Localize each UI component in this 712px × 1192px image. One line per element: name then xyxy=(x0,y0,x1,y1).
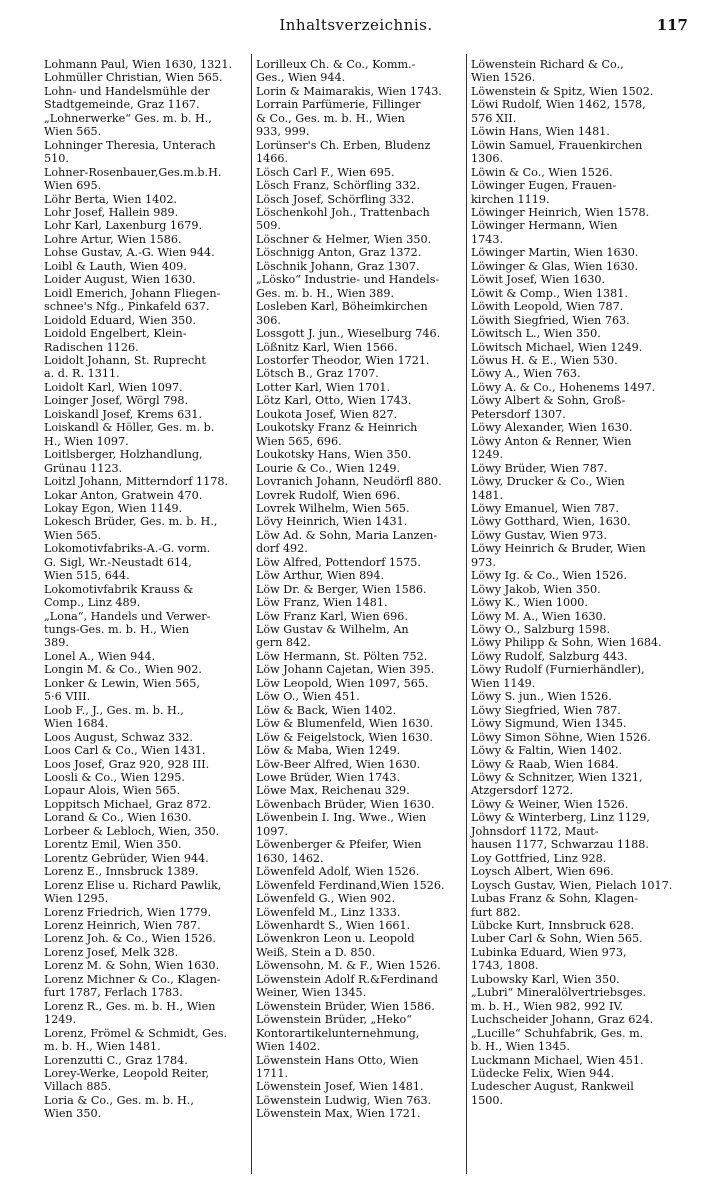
index-entry: Löwensohn, M. & F., Wien 1526. xyxy=(256,959,441,973)
index-entry: Löwenbein I. Ing. Wwe., Wien 1097. xyxy=(256,811,427,838)
index-entry: Lohse Gustav, A.-G. Wien 944. xyxy=(44,246,215,260)
index-entry: Lüdecke Felix, Wien 944. xyxy=(471,1066,615,1080)
index-entry: Lopaur Alois, Wien 565. xyxy=(44,784,181,798)
index-entry: Löw Arthur, Wien 894. xyxy=(256,569,385,583)
index-entry: Lorrain Parfümerie, Fillinger & Co., Ges. m. b. H., Wien 933, 999. xyxy=(256,98,421,139)
column-divider xyxy=(251,54,252,1174)
index-entry: Lovrek Wilhelm, Wien 565. xyxy=(256,501,410,515)
index-entry: Lorenz M. & Sohn, Wien 1630. xyxy=(44,959,220,973)
index-entry: Lokomotivfabriks-A.-G. vorm. G. Sigl, Wr.-Neustadt 614, Wien 515, 644. xyxy=(44,542,211,583)
index-entry: Lorenz Friedrich, Wien 1779. xyxy=(44,905,212,919)
index-entry: Loos Josef, Graz 920, 928 III. xyxy=(44,757,210,771)
index-entry: Löwenbach Brüder, Wien 1630. xyxy=(256,797,435,811)
index-entry: Löwith Leopold, Wien 787. xyxy=(471,300,624,314)
index-entry: Löwenhardt S., Wien 1661. xyxy=(256,919,411,932)
index-entry: Lorenz Joh. & Co., Wien 1526. xyxy=(44,932,216,946)
index-entry: Löwy Ig. & Co., Wien 1526. xyxy=(471,569,627,583)
index-entry: Löwy, Drucker & Co., Wien 1481. xyxy=(471,475,625,502)
page-header xyxy=(0,14,712,40)
index-entry: Lorin & Maimarakis, Wien 1743. xyxy=(256,84,442,98)
index-entry: Loob F., J., Ges. m. b. H., Wien 1684. xyxy=(44,703,184,731)
index-column-2 xyxy=(256,58,462,1121)
index-entry: Löw & Feigelstock, Wien 1630. xyxy=(256,730,433,744)
index-entry: Löwy Rudolf, Salzburg 443. xyxy=(471,649,628,663)
index-entry: Löwy & Weiner, Wien 1526. xyxy=(471,797,629,811)
index-entry: Lowe Brüder, Wien 1743. xyxy=(256,771,400,785)
index-entry: Lohn- und Handelsmühle der Stadtgemeinde, Graz 1167. xyxy=(44,84,210,112)
index-entry: Lösch Josef, Schörfling 332. xyxy=(256,192,415,206)
index-entry: Loy Gottfried, Linz 928. xyxy=(471,851,607,865)
index-entry: Löw Franz Karl, Wien 696. xyxy=(256,609,408,623)
index-entry: Löwy Simon Söhne, Wien 1526. xyxy=(471,730,651,744)
index-entry: Lossgott J. jun., Wieselburg 746. xyxy=(256,327,441,341)
index-entry: Losleben Karl, Böheimkirchen 306. xyxy=(256,300,428,327)
index-entry: Löw & Maba, Wien 1249. xyxy=(256,744,401,758)
index-entry: Loinger Josef, Wörgl 798. xyxy=(44,394,189,408)
index-entry: Lorenz Elise u. Richard Pawlik, Wien 1295. xyxy=(44,878,222,906)
index-entry: Löwi Rudolf, Wien 1462, 1578, 576 XII. xyxy=(471,98,646,125)
index-entry: „Lohnerwerke“ Ges. m. b. H., Wien 565. xyxy=(44,111,212,139)
index-entry: Loukota Josef, Wien 827. xyxy=(256,407,398,421)
index-entry: Löwenstein Adolf R.&Ferdinand Weiner, Wien 1345. xyxy=(256,972,439,1000)
index-column-1 xyxy=(44,58,248,1121)
index-entry: Ludescher August, Rankweil 1500. xyxy=(471,1080,634,1107)
index-entry: Loider August, Wien 1630. xyxy=(44,273,196,287)
index-entry: Löwy & Faltin, Wien 1402. xyxy=(471,744,623,758)
index-entry: Löwy A., Wien 763. xyxy=(471,367,581,381)
index-entry: Löwy Philipp & Sohn, Wien 1684. xyxy=(471,636,662,650)
index-entry: Loos Carl & Co., Wien 1431. xyxy=(44,744,206,758)
index-entry: Lübcke Kurt, Innsbruck 628. xyxy=(471,919,635,932)
index-entry: „Lucille“ Schuhfabrik, Ges. m. b. H., Wien 1345. xyxy=(471,1026,644,1054)
index-entry: Loria & Co., Ges. m. b. H., Wien 350. xyxy=(44,1093,194,1121)
index-entry: Lohmann Paul, Wien 1630, 1321. xyxy=(44,58,233,71)
index-entry: Loukotsky Hans, Wien 350. xyxy=(256,448,412,462)
index-entry: Luber Carl & Sohn, Wien 565. xyxy=(471,932,643,946)
index-entry: Löwit & Comp., Wien 1381. xyxy=(471,286,628,300)
index-entry: Lohner-Rosenbauer,Ges.m.b.H. Wien 695. xyxy=(44,165,222,193)
index-entry: Löw Dr. & Berger, Wien 1586. xyxy=(256,582,427,596)
index-entry: Löwith Siegfried, Wien 763. xyxy=(471,313,630,327)
index-entry: Löwenstein Ludwig, Wien 763. xyxy=(256,1093,432,1107)
index-entry: Löwy K., Wien 1000. xyxy=(471,596,588,610)
index-entry: Lorenz Josef, Melk 328. xyxy=(44,945,179,959)
index-entry: Löwenfeld M., Linz 1333. xyxy=(256,905,401,919)
index-entry: Löwy Gustav, Wien 973. xyxy=(471,528,607,542)
column-divider xyxy=(466,54,467,1174)
index-entry: Löwenstein Max, Wien 1721. xyxy=(256,1107,421,1121)
index-entry: „Lubri“ Mineralölvertriebsges. m. b. H., Wien 982, 992 IV. xyxy=(471,986,646,1013)
index-entry: Löwenstein Josef, Wien 1481. xyxy=(256,1080,424,1094)
index-entry: Löwus H. & E., Wien 530. xyxy=(471,353,618,367)
index-entry: Löw Franz, Wien 1481. xyxy=(256,596,388,610)
index-entry: Löw Alfred, Pottendorf 1575. xyxy=(256,555,421,569)
index-entry: Loitzl Johann, Mitterndorf 1178. xyxy=(44,475,229,489)
index-entry: Lorenzutti C., Graz 1784. xyxy=(44,1053,188,1067)
index-entry: Löwy Brüder, Wien 787. xyxy=(471,461,608,475)
index-entry: Loidolt Johann, St. Ruprecht a. d. R. 1311. xyxy=(44,353,206,381)
index-entry: Löw & Back, Wien 1402. xyxy=(256,703,397,717)
index-entry: Lokay Egon, Wien 1149. xyxy=(44,501,183,515)
index-entry: Löwy Jakob, Wien 350. xyxy=(471,582,601,596)
index-entry: Löschnigg Anton, Graz 1372. xyxy=(256,246,422,260)
index-entry: Lovranich Johann, Neudörfl 880. xyxy=(256,475,442,489)
index-entry: Loysch Albert, Wien 696. xyxy=(471,865,614,879)
index-entry: Löwin Samuel, Frauenkirchen 1306. xyxy=(471,138,643,166)
index-entry: Lohmüller Christian, Wien 565. xyxy=(44,71,223,85)
index-entry: Loidold Engelbert, Klein- Radischen 1126. xyxy=(44,327,187,354)
index-entry: „Lona“, Handels und Verwer- tungs-Ges. m. b. H., Wien 389. xyxy=(44,609,211,650)
index-entry: Lorentz Emil, Wien 350. xyxy=(44,838,182,852)
index-entry: Lößnitz Karl, Wien 1566. xyxy=(256,340,398,354)
index-entry: Löwy Sigmund, Wien 1345. xyxy=(471,717,627,731)
index-entry: Löwy & Raab, Wien 1684. xyxy=(471,757,619,771)
index-entry: Loosli & Co., Wien 1295. xyxy=(44,771,185,785)
index-entry: Lorentz Gebrüder, Wien 944. xyxy=(44,851,209,865)
index-entry: Lonker & Lewin, Wien 565, 5·6 VIII. xyxy=(44,676,200,704)
index-entry: Löwin & Co., Wien 1526. xyxy=(471,165,613,179)
index-entry: Löschenkohl Joh., Trattenbach 509. xyxy=(256,205,430,233)
index-entry: Löschner & Helmer, Wien 350. xyxy=(256,232,432,246)
index-entry: Löwy A. & Co., Hohenems 1497. xyxy=(471,380,656,394)
index-entry: Lubinka Eduard, Wien 973, 1743, 1808. xyxy=(471,945,627,973)
index-entry: Löwy Emanuel, Wien 787. xyxy=(471,501,619,515)
index-entry: Löw Gustav & Wilhelm, An gern 842. xyxy=(256,623,409,650)
index-entry: Lorenz E., Innsbruck 1389. xyxy=(44,865,199,879)
index-entry: Lohre Artur, Wien 1586. xyxy=(44,232,182,246)
index-entry: Lotter Karl, Wien 1701. xyxy=(256,380,391,394)
index-entry: Lohninger Theresia, Unterach 510. xyxy=(44,138,216,166)
index-entry: Löwinger Martin, Wien 1630. xyxy=(471,246,639,260)
index-entry: Lonel A., Wien 944. xyxy=(44,649,156,663)
index-entry: Lokar Anton, Gratwein 470. xyxy=(44,488,203,502)
index-entry: Lostorfer Theodor, Wien 1721. xyxy=(256,353,430,367)
index-entry: Löwy Alexander, Wien 1630. xyxy=(471,421,633,435)
index-entry: Löwin Hans, Wien 1481. xyxy=(471,125,610,139)
index-entry: Löwy Rudolf (Furnierhändler), Wien 1149. xyxy=(471,663,645,690)
index-entry: Lövy Heinrich, Wien 1431. xyxy=(256,515,408,529)
index-entry: Löwit Josef, Wien 1630. xyxy=(471,273,606,287)
index-entry: Löwy Gotthard, Wien, 1630. xyxy=(471,515,631,529)
index-entry: Löw Johann Cajetan, Wien 395. xyxy=(256,663,435,677)
index-entry: Löwy Albert & Sohn, Groß- Petersdorf 1307. xyxy=(471,394,626,421)
index-entry: Loysch Gustav, Wien, Pielach 1017. xyxy=(471,878,673,892)
index-entry: Löwenfeld Adolf, Wien 1526. xyxy=(256,865,420,879)
index-entry: Löw Hermann, St. Pölten 752. xyxy=(256,649,428,663)
index-entry: Lösch Carl F., Wien 695. xyxy=(256,165,395,179)
index-entry: Loibl & Lauth, Wien 409. xyxy=(44,259,187,273)
index-entry: Lorenz Heinrich, Wien 787. xyxy=(44,919,201,932)
index-entry: Lubowsky Karl, Wien 350. xyxy=(471,972,620,986)
index-entry: Löwy Anton & Renner, Wien 1249. xyxy=(471,434,632,462)
index-entry: Loidold Eduard, Wien 350. xyxy=(44,313,196,327)
index-entry: Löwy Heinrich & Bruder, Wien 973. xyxy=(471,542,646,569)
index-entry: Löwenfeld G., Wien 902. xyxy=(256,892,396,906)
index-entry: Lohr Josef, Hallein 989. xyxy=(44,205,179,219)
index-entry: Lötsch B., Graz 1707. xyxy=(256,367,379,381)
index-entry: Lubas Franz & Sohn, Klagen- furt 882. xyxy=(471,892,639,919)
index-entry: Löwenstein Richard & Co., Wien 1526. xyxy=(471,58,624,85)
index-entry: Lorenz, Frömel & Schmidt, Ges. m. b. H., Wien 1481. xyxy=(44,1026,228,1054)
index-entry: Löwenfeld Ferdinand,Wien 1526. xyxy=(256,878,445,892)
index-entry: Loppitsch Michael, Graz 872. xyxy=(44,797,212,811)
index-entry: Löwenstein Brüder, Wien 1586. xyxy=(256,999,435,1013)
page-title: Inhaltsverzeichnis. xyxy=(279,16,433,34)
index-entry: Löwitsch Michael, Wien 1249. xyxy=(471,340,643,354)
index-entry: Löhr Berta, Wien 1402. xyxy=(44,192,178,206)
index-entry: Löw & Blumenfeld, Wien 1630. xyxy=(256,717,434,731)
index-entry: Löw Ad. & Sohn, Maria Lanzen- dorf 492. xyxy=(256,528,438,556)
index-entry: Löwy S. jun., Wien 1526. xyxy=(471,690,612,704)
index-entry: Löw Leopold, Wien 1097, 565. xyxy=(256,676,429,690)
index-entry: Löwinger & Glas, Wien 1630. xyxy=(471,259,639,273)
index-entry: Löwenstein Hans Otto, Wien 1711. xyxy=(256,1053,419,1080)
index-entry: Löwinger Eugen, Frauen- kirchen 1119. xyxy=(471,179,617,206)
index-entry: Löwenkron Leon u. Leopold Weiß, Stein a D. 850. xyxy=(256,932,415,959)
index-entry: Löwinger Heinrich, Wien 1578. xyxy=(471,205,650,219)
index-entry: „Lösko“ Industrie- und Handels- Ges. m. b. H., Wien 389. xyxy=(256,273,440,300)
index-entry: Loitlsberger, Holzhandlung, Grünau 1123. xyxy=(44,448,203,475)
index-column-3 xyxy=(471,58,700,1107)
index-entry: Loukotsky Franz & Heinrich Wien 565, 696. xyxy=(256,421,418,448)
index-entry: Lokomotivfabrik Krauss & Comp., Linz 489. xyxy=(44,582,194,610)
index-entry: Löwe Max, Reichenau 329. xyxy=(256,784,410,798)
index-entry: Lorenz R., Ges. m. b. H., Wien 1249. xyxy=(44,999,216,1027)
index-entry: Löwenstein Brüder, „Heko“ Kontorartikelunternehmung, Wien 1402. xyxy=(256,1013,420,1054)
index-entry: Loiskandl Josef, Krems 631. xyxy=(44,407,203,421)
index-entry: Lourie & Co., Wien 1249. xyxy=(256,461,401,475)
index-entry: Lösch Franz, Schörfling 332. xyxy=(256,179,421,193)
index-entry: Longin M. & Co., Wien 902. xyxy=(44,663,202,677)
index-entry: Lokesch Brüder, Ges. m. b. H., Wien 565. xyxy=(44,515,218,542)
index-entry: Löw-Beer Alfred, Wien 1630. xyxy=(256,757,421,771)
index-entry: Lorilleux Ch. & Co., Komm.- Ges., Wien 944. xyxy=(256,58,416,85)
index-entry: Loiskandl & Höller, Ges. m. b. H., Wien 1097. xyxy=(44,421,215,448)
index-entry: Löwitsch L., Wien 350. xyxy=(471,327,601,341)
page-number: 117 xyxy=(656,16,688,34)
index-entry: Löwy & Schnitzer, Wien 1321, Atzgersdorf 1272. xyxy=(471,771,643,798)
index-entry: Lovrek Rudolf, Wien 696. xyxy=(256,488,400,502)
index-entry: Löwenstein & Spitz, Wien 1502. xyxy=(471,84,654,98)
index-entry: Löschnik Johann, Graz 1307. xyxy=(256,259,420,273)
index-entry: Luchscheider Johann, Graz 624. xyxy=(471,1013,654,1027)
index-entry: Lorenz Michner & Co., Klagen- furt 1787, Ferlach 1783. xyxy=(44,972,221,1000)
index-entry: Loidolt Karl, Wien 1097. xyxy=(44,380,183,394)
index-entry: Lorünser's Ch. Erben, Bludenz 1466. xyxy=(256,138,431,166)
index-entry: Löwenberger & Pfeifer, Wien 1630, 1462. xyxy=(256,838,422,865)
index-entry: Loidl Emerich, Johann Fliegen- schnee's Nfg., Pinkafeld 637. xyxy=(44,286,221,314)
index-entry: Löwy O., Salzburg 1598. xyxy=(471,623,611,637)
index-entry: Loos August, Schwaz 332. xyxy=(44,730,193,744)
index-entry: Lorand & Co., Wien 1630. xyxy=(44,811,192,825)
index-entry: Luckmann Michael, Wien 451. xyxy=(471,1053,644,1067)
index-entry: Lorbeer & Lebloch, Wien, 350. xyxy=(44,824,220,838)
index-entry: Löwy & Winterberg, Linz 1129, Johnsdorf 1172, Maut- hausen 1177, Schwarzau 1188. xyxy=(471,811,650,852)
index-entry: Löwy M. A., Wien 1630. xyxy=(471,609,607,623)
index-entry: Löw O., Wien 451. xyxy=(256,690,360,704)
index-entry: Lötz Karl, Otto, Wien 1743. xyxy=(256,394,412,408)
index-entry: Löwinger Hermann, Wien 1743. xyxy=(471,219,618,246)
index-entry: Lorey-Werke, Leopold Reiter, Villach 885. xyxy=(44,1066,210,1094)
index-entry: Löwy Siegfried, Wien 787. xyxy=(471,703,621,717)
index-entry: Lohr Karl, Laxenburg 1679. xyxy=(44,219,203,233)
